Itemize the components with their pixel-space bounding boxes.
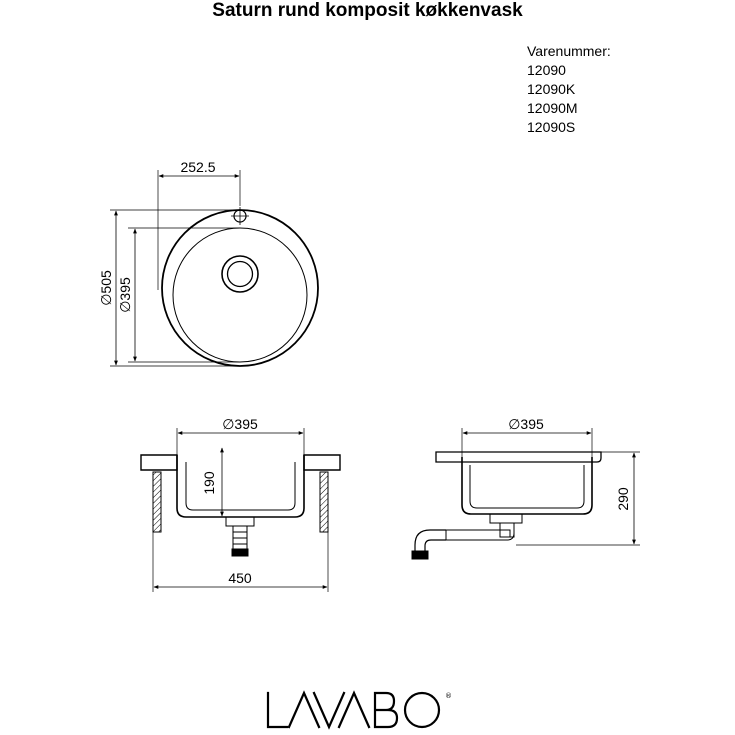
inner-diameter-label: ∅395 [117, 277, 133, 313]
height-dimension-label: 290 [615, 487, 631, 511]
registered-mark: ® [445, 692, 452, 700]
variant-number: 12090S [527, 119, 576, 135]
variant-number: 12090K [527, 81, 576, 97]
offset-dimension-label: 252.5 [180, 159, 216, 175]
page-title: Saturn rund komposit køkkenvask [212, 0, 523, 21]
side-diameter-label: ∅395 [508, 416, 544, 432]
front-diameter-label: ∅395 [222, 416, 258, 432]
variant-heading: Varenummer: [527, 43, 611, 59]
variant-number: 12090M [527, 100, 578, 116]
depth-dimension-label: 190 [201, 471, 217, 495]
width-dimension-label: 450 [228, 570, 252, 586]
variant-number: 12090 [527, 62, 566, 78]
outer-diameter-label: ∅505 [98, 270, 114, 306]
